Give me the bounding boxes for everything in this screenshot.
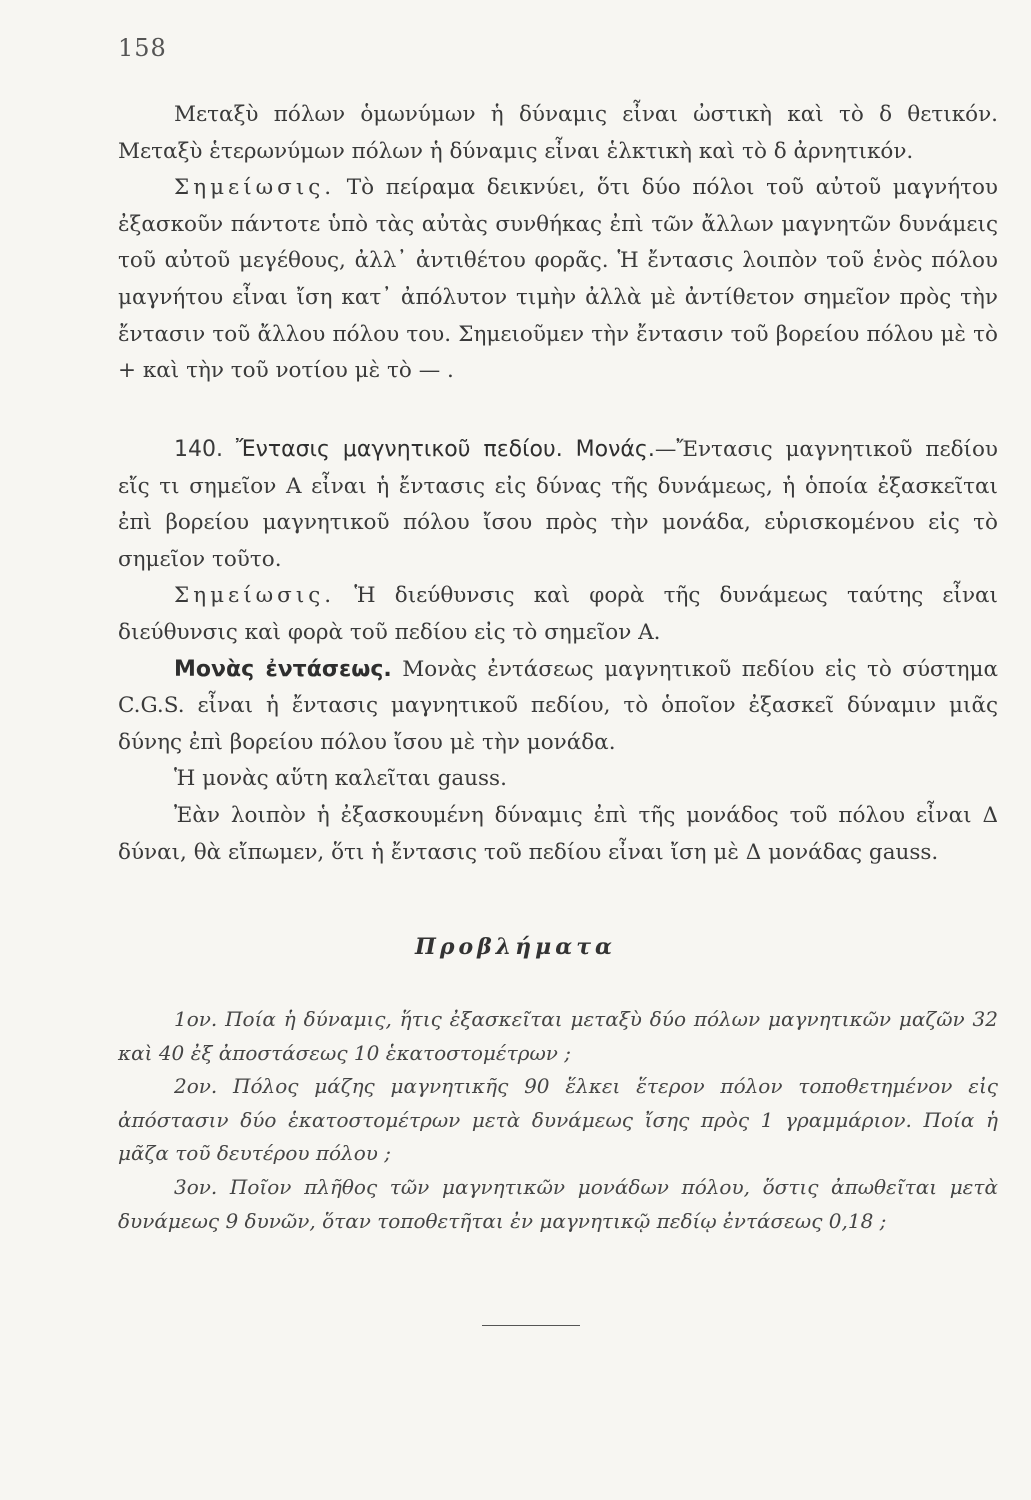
paragraph-example: Ἐὰν λοιπὸν ἡ ἐξασκουμένη δύναμις ἐπὶ τῆς μονάδος τοῦ πόλου εἶναι Δ δύναι, θὰ εἴπωμεν, ὅτι ἡ ἔντασις τοῦ πεδίου εἶναι ἴση μὲ Δ μονάδας gauss. <box>118 802 998 865</box>
section-text: —Ἔντασις μαγνητικοῦ πεδίου εἴς τι σημεῖον Α εἶναι ἡ ἔντασις εἰς δύνας τῆς δυνάμεως, ἡ ὁποία ἐξασκεῖται ἐπὶ βορείου μαγνητικοῦ πόλου ἴσου πρὸς τὴν μονάδα, εὑρισκομένου εἰς τὸ σημεῖον τοῦτο. <box>118 437 998 572</box>
paragraph-pole-forces: Μεταξὺ πόλων ὁμωνύμων ἡ δύναμις εἶναι ὠστικὴ καὶ τὸ δ θετικόν. Μεταξὺ ἑτερωνύμων πόλων ἡ δύναμις εἶναι ἑλκτικὴ καὶ τὸ δ ἀρνητικόν. <box>118 102 998 164</box>
unit-text: Μονὰς ἐντάσεως μαγνητικοῦ πεδίου εἰς τὸ σύστημα C.G.S. εἶναι ἡ ἔντασις μαγνητικοῦ πεδίου, τὸ ὁποῖον ἐξασκεῖ δύναμιν μιᾶς δύνης ἐπὶ βορείου πόλου ἴσου μὲ τὴν μονάδα. <box>118 656 998 755</box>
problems-title: Προβλήματα <box>415 934 616 960</box>
note-text: Ἡ διεύθυνσις καὶ φορὰ τῆς δυνάμεως ταύτης εἶναι διεύθυνσις καὶ φορὰ τοῦ πεδίου εἰς τὸ σημεῖον Α. <box>118 583 998 645</box>
note-label: Σημείωσις. <box>174 175 336 201</box>
section-140-paragraph <box>118 432 998 578</box>
section-title: Ἔντασις μαγνητικοῦ πεδίου. Μονάς. <box>235 437 655 462</box>
note-label: Σημείωσις. <box>174 583 336 609</box>
problem-item: 3ον. Ποῖον πλῆθος τῶν μαγνητικῶν μονάδων πόλου, ὅστις ἀπωθεῖται μετὰ δυνάμεως 9 δυνῶν, ὅταν τοποθετῆται ἐν μαγνητικῷ πεδίῳ ἐντάσεως 0,18 ; <box>118 1174 998 1233</box>
section-number: 140. <box>174 437 223 462</box>
paragraph-unit <box>118 652 998 762</box>
note-text: Τὸ πείραμα δεικνύει, ὅτι δύο πόλοι τοῦ αὐτοῦ μαγνήτου ἐξασκοῦν πάντοτε ὑπὸ τὰς αὐτὰς συνθήκας ἐπὶ τῶν ἄλλων μαγνητῶν δυνάμεις τοῦ αὐτοῦ μεγέθους, ἀλλ᾽ ἀντιθέτου φορᾶς. Ἡ ἔντασις λοιπὸν τοῦ ἑνὸς πόλου μαγνήτου εἶναι ἴση κατ᾽ ἀπόλυτον τιμὴν ἀλλὰ μὲ ἀντίθετον σημεῖον πρὸς τὴν ἔντασιν τοῦ ἄλλου πόλου του. Σημειοῦμεν τὴν ἔντασιν τοῦ βορείου πόλου μὲ τὸ + καὶ τὴν τοῦ νοτίου μὲ τὸ — . <box>118 175 998 384</box>
problems-list <box>118 1003 998 1238</box>
section-140-block <box>118 432 998 871</box>
paragraph-note-1 <box>118 170 998 390</box>
intro-text-block <box>118 97 998 390</box>
paragraph-gauss: Ἡ μονὰς αὕτη καλεῖται gauss. <box>174 766 507 792</box>
problem-item: 1ον. Ποία ἡ δύναμις, ἥτις ἐξασκεῖται μεταξὺ δύο πόλων μαγνητικῶν μαζῶν 32 καὶ 40 ἐξ ἀποστάσεως 10 ἑκατοστομέτρων ; <box>118 1007 998 1065</box>
end-rule <box>482 1325 580 1326</box>
unit-title: Μονὰς ἐντάσεως. <box>174 656 392 682</box>
paragraph-note-2 <box>118 578 998 651</box>
page-number: 158 <box>118 34 167 62</box>
problem-item: 2ον. Πόλος μάζης μαγνητικῆς 90 ἕλκει ἕτερον πόλον τοποθετημένον εἰς ἀπόστασιν δύο ἑκατοστομέτρων μετὰ δυνάμεως ἴσης πρὸς 1 γραμμάριον. Ποία ἡ μᾶζα τοῦ δευτέρου πόλου ; <box>118 1074 998 1166</box>
